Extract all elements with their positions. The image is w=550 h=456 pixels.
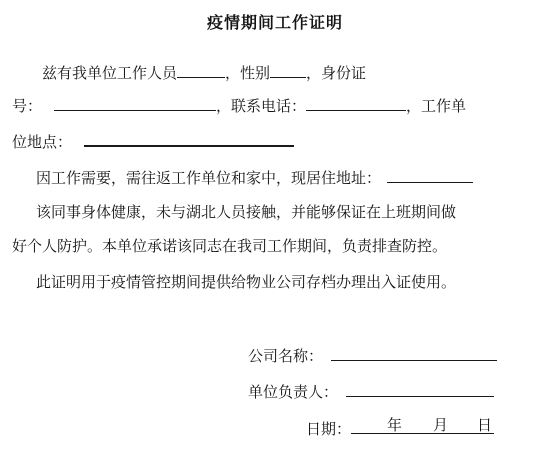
date-year-label: 年: [387, 416, 403, 434]
phone-field[interactable]: [306, 95, 406, 111]
id-number-field[interactable]: [54, 95, 216, 111]
responsible-person-label: 单位负责人：: [248, 383, 339, 401]
address-label: 因工作需要，需往返工作单位和家中，现居住地址：: [36, 169, 382, 187]
id-label-part2: 号：: [12, 97, 43, 115]
work-location-label: 位地点：: [12, 133, 73, 151]
personnel-label: 兹有我单位工作人员: [42, 64, 178, 82]
gender-label: ，性别: [225, 64, 271, 82]
company-name-label: 公司名称：: [248, 347, 324, 365]
document-title: 疫情期间工作证明: [206, 13, 343, 32]
date-month-label: 月: [433, 416, 449, 434]
line-personnel: [42, 62, 366, 83]
date-row: [306, 415, 494, 439]
personnel-name-field[interactable]: [177, 62, 225, 78]
phone-label: ，联系电话：: [216, 97, 307, 115]
date-field[interactable]: [351, 415, 494, 434]
id-label-part1: ，身份证: [306, 64, 367, 82]
responsible-person-row: [248, 381, 494, 402]
line-health-statement: 该同事身体健康，未与湖北人员接触，并能够保证在上班期间做: [36, 203, 457, 221]
line-address: [36, 167, 473, 188]
work-location-field[interactable]: [84, 130, 294, 147]
work-unit-label-part1: ，工作单: [406, 97, 467, 115]
gender-field[interactable]: [270, 62, 306, 78]
line-protection-statement: 好个人防护。本单位承诺该同志在我司工作期间，负责排查防控。: [12, 237, 448, 255]
line-usage-statement: 此证明用于疫情管控期间提供给物业公司存档办理出入证使用。: [36, 273, 457, 291]
company-name-field[interactable]: [331, 345, 497, 361]
line-work-location: [12, 130, 294, 152]
address-field[interactable]: [387, 167, 473, 183]
company-name-row: [248, 345, 497, 366]
responsible-person-field[interactable]: [346, 381, 494, 397]
date-day-label: 日: [477, 416, 493, 434]
date-label: 日期：: [306, 420, 352, 438]
line-id-phone: [12, 95, 466, 116]
